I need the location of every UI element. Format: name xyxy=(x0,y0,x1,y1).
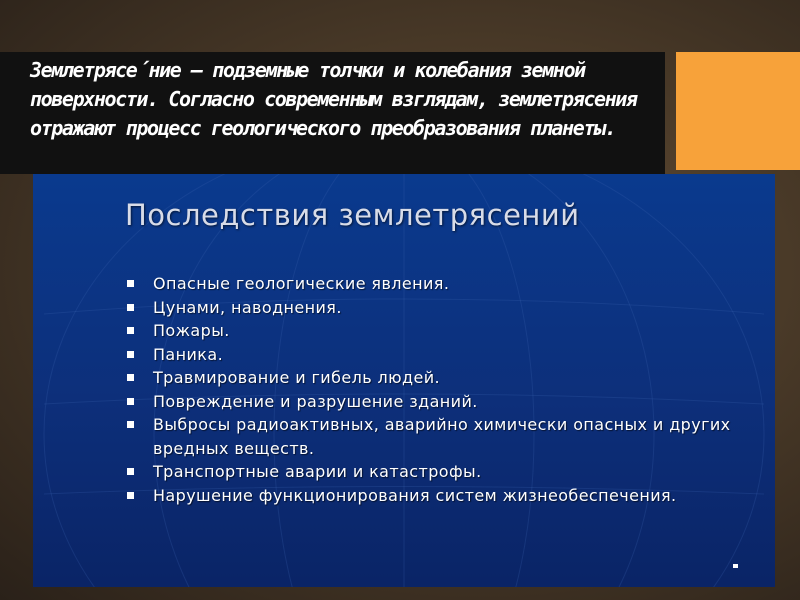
decorative-dot xyxy=(733,564,738,568)
list-item-text: Опасные геологические явления. xyxy=(153,274,450,293)
list-item-text: Повреждение и разрушение зданий. xyxy=(153,391,478,411)
slide-panel xyxy=(33,174,775,587)
intro-band xyxy=(0,52,665,174)
intro-term: Землетрясе́ние xyxy=(30,58,181,82)
list-item-text: Нарушение функционирования систем жизнеобеспечения. xyxy=(153,485,677,505)
slide-title: Последствия землетрясений xyxy=(125,198,580,232)
list-item-text: Пожары. xyxy=(153,321,230,340)
list-item xyxy=(125,319,745,343)
bullet-marker-icon xyxy=(127,492,134,499)
bullet-marker-icon xyxy=(127,374,134,381)
bullet-marker-icon xyxy=(127,280,134,287)
bullet-marker-icon xyxy=(127,421,134,428)
accent-box xyxy=(676,52,800,170)
list-item-text: Паника. xyxy=(153,344,224,364)
consequences-list xyxy=(125,272,745,507)
list-item xyxy=(125,460,745,484)
list-item-text: Цунами, наводнения. xyxy=(153,297,342,317)
intro-definition: — подземные толчки и колебания земной поверхности. Согласно современным взглядам, землетрясения отражают процесс геологического преобразования планеты. xyxy=(30,58,637,140)
list-item xyxy=(125,296,745,320)
list-item xyxy=(125,366,745,390)
bullet-marker-icon xyxy=(127,468,134,475)
list-item-text: Выбросы радиоактивных, аварийно химически опасных и других вредных веществ. xyxy=(153,415,731,458)
intro-paragraph xyxy=(30,56,665,143)
list-item xyxy=(125,484,745,508)
list-item xyxy=(125,272,745,296)
bullet-marker-icon xyxy=(127,327,134,334)
list-item xyxy=(125,390,745,414)
bullet-marker-icon xyxy=(127,398,134,405)
bullet-marker-icon xyxy=(127,304,134,311)
list-item-text: Транспортные аварии и катастрофы. xyxy=(153,462,482,481)
list-item xyxy=(125,343,745,367)
bullet-marker-icon xyxy=(127,351,134,358)
list-item-text: Травмирование и гибель людей. xyxy=(153,368,441,387)
list-item xyxy=(125,413,745,460)
